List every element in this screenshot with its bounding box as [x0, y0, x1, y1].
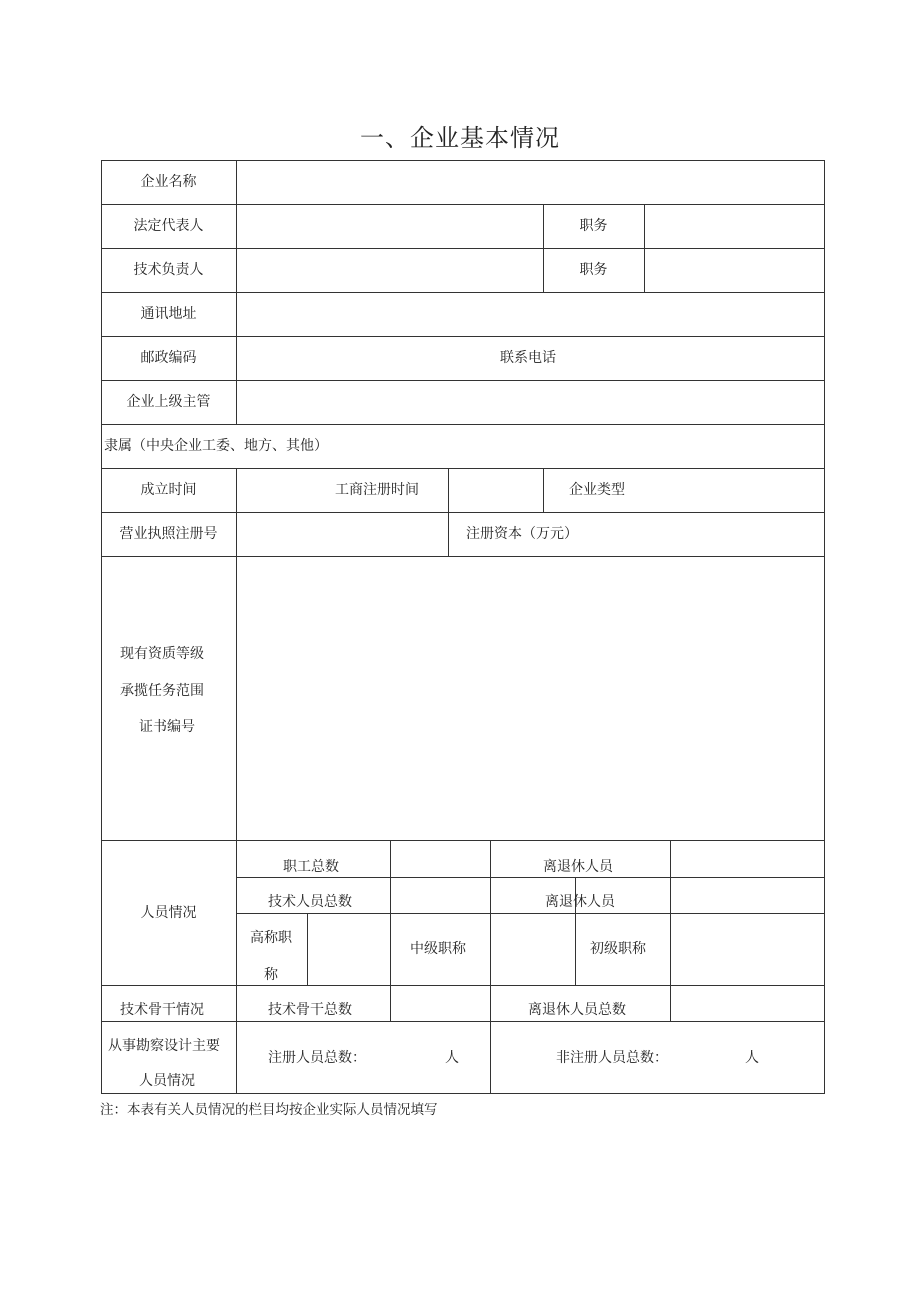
reg-time-label: 工商注册时间 — [335, 482, 419, 498]
established-label: 成立时间 — [140, 482, 197, 498]
col-divider — [101, 160, 102, 1094]
reg-capital-label: 注册资本（万元） — [466, 526, 578, 542]
company-name-label: 企业名称 — [140, 174, 197, 190]
page-title: 一、企业基本情况 — [360, 124, 560, 152]
unregistered-total-label: 非注册人员总数： — [556, 1050, 668, 1066]
junior-title-label: 初级职称 — [590, 941, 646, 957]
row-divider — [101, 985, 825, 986]
col-divider — [390, 840, 391, 1021]
position-label: 职务 — [579, 218, 608, 234]
senior-title-label: 高称职 — [250, 930, 292, 946]
backbone-total-label: 技术骨干总数 — [268, 1002, 352, 1018]
legal-rep-field[interactable] — [237, 205, 543, 248]
row-divider — [237, 877, 825, 878]
registered-total-label: 注册人员总数： — [268, 1050, 366, 1066]
col-divider — [448, 468, 449, 512]
col-divider — [448, 512, 449, 556]
person-unit: 人 — [745, 1050, 759, 1066]
col-divider — [307, 913, 308, 985]
person-unit: 人 — [445, 1050, 459, 1066]
backbone-label: 技术骨干情况 — [120, 1002, 204, 1018]
retired-label: 离退休人员 — [545, 894, 615, 910]
qualification-label-3: 证书编号 — [139, 719, 195, 735]
retired-total-label: 离退休人员总数 — [528, 1002, 626, 1018]
personnel-label: 人员情况 — [140, 905, 197, 921]
row-divider — [237, 913, 825, 914]
legal-rep-label: 法定代表人 — [133, 218, 204, 234]
affiliation-label: 隶属（中央企业工委、地方、其他） — [104, 438, 328, 454]
qualification-label-2: 承揽任务范围 — [120, 683, 204, 699]
legal-rep-position-field[interactable] — [645, 205, 824, 248]
license-no-label: 营业执照注册号 — [119, 526, 218, 542]
col-divider — [670, 840, 671, 1021]
row-divider — [101, 840, 825, 841]
address-label: 通讯地址 — [140, 306, 197, 322]
qualification-field[interactable] — [237, 557, 824, 840]
superior-field[interactable] — [237, 381, 824, 424]
tech-total-label: 技术人员总数 — [268, 894, 352, 910]
tech-head-position-field[interactable] — [645, 249, 824, 292]
survey-label-2: 人员情况 — [139, 1073, 195, 1089]
col-divider — [543, 468, 544, 512]
qualification-label-1: 现有资质等级 — [120, 646, 204, 662]
survey-label-1: 从事勘察设计主要 — [108, 1038, 220, 1054]
row-divider — [101, 1021, 825, 1022]
retired-label: 离退休人员 — [543, 859, 613, 875]
postcode-label: 邮政编码 — [140, 350, 197, 366]
row-divider — [101, 1093, 825, 1094]
footnote: 注：本表有关人员情况的栏目均按企业实际人员情况填写 — [100, 1102, 438, 1118]
superior-label: 企业上级主管 — [126, 394, 211, 410]
company-name-field[interactable] — [237, 161, 824, 204]
row-divider — [101, 468, 825, 469]
row-divider — [101, 336, 825, 337]
staff-total-label: 职工总数 — [283, 859, 339, 875]
tech-head-label: 技术负责人 — [133, 262, 204, 278]
address-field[interactable] — [237, 293, 824, 336]
phone-label: 联系电话 — [500, 350, 556, 366]
row-divider — [101, 424, 825, 425]
col-divider — [824, 160, 825, 1094]
position-label: 职务 — [579, 262, 608, 278]
col-divider — [490, 840, 491, 1093]
company-type-label: 企业类型 — [569, 482, 625, 498]
senior-title-label-wrap: 称 — [264, 967, 278, 983]
tech-head-field[interactable] — [237, 249, 543, 292]
mid-title-label: 中级职称 — [410, 941, 466, 957]
row-divider — [101, 512, 825, 513]
